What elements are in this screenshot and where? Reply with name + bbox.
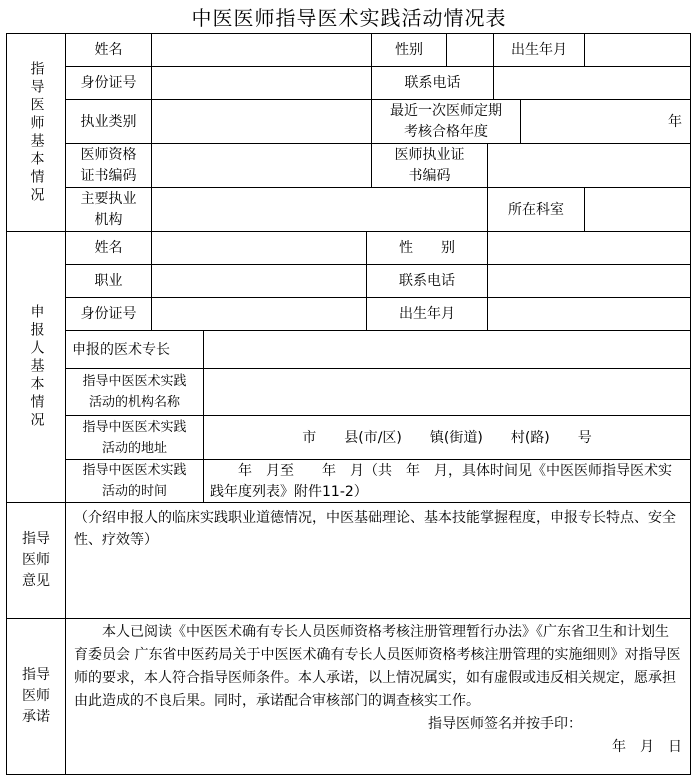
label-practice-org [65, 368, 204, 416]
practice-addr-line2: 活动的地址 [101, 440, 167, 456]
label-org [65, 187, 152, 232]
org-line2: 机构 [94, 211, 123, 228]
field-job[interactable] [151, 264, 367, 298]
label-phone: 联系电话 [371, 66, 494, 100]
label-assessment-year [371, 99, 521, 144]
field-name[interactable] [151, 33, 372, 67]
field-specialty[interactable] [203, 330, 691, 369]
field-dept[interactable] [584, 187, 691, 232]
field-practice-time[interactable]: 年 月至 年 月（共 年 月，具体时间见《中医医师指导医术实践年度列表》附件11-2） [203, 459, 691, 503]
sec2-side-label [6, 231, 66, 503]
label-dept: 所在科室 [487, 187, 585, 232]
label-applicant-id: 身份证号 [65, 297, 152, 331]
label-license [371, 143, 488, 188]
field-cert[interactable] [151, 143, 372, 188]
field-applicant-phone[interactable] [487, 264, 691, 298]
sec1-side-label [6, 33, 66, 232]
license-line2: 书编码 [408, 167, 451, 184]
practice-addr-line1: 指导中医医术实践 [82, 419, 187, 435]
cert-line1: 医师资格 [80, 146, 137, 163]
field-practice-address[interactable]: 市 县(市/区) 镇(街道) 村(路) 号 [203, 415, 691, 460]
sec2-side-text: 申报人基本情况 [28, 304, 45, 430]
sec3-side-line1: 指导 [22, 531, 50, 547]
assess-line1: 最近一次医师定期 [390, 102, 502, 119]
label-gender: 性别 [371, 33, 447, 67]
label-practice-address [65, 415, 204, 460]
license-line1: 医师执业证 [394, 146, 465, 163]
field-org[interactable] [151, 187, 488, 232]
sec3-side-label [6, 502, 66, 619]
label-category: 执业类别 [65, 99, 152, 144]
sec4-side-line2: 医师 [22, 688, 50, 704]
label-applicant-birth: 出生年月 [366, 297, 488, 331]
practice-time-line2: 活动的时间 [101, 484, 167, 499]
label-practice-time [65, 459, 204, 503]
org-line1: 主要执业 [80, 190, 137, 207]
label-job: 职业 [65, 264, 152, 298]
label-specialty: 申报的医术专长 [65, 330, 204, 369]
field-applicant-birth[interactable] [487, 297, 691, 331]
year-suffix: 年 [668, 113, 682, 130]
field-practice-org[interactable] [203, 368, 691, 416]
label-applicant-gender: 性 别 [366, 231, 488, 265]
practice-org-line2: 活动的机构名称 [88, 395, 180, 410]
commitment-cell [65, 618, 691, 775]
field-gender[interactable] [446, 33, 494, 67]
assess-line2: 考核合格年度 [404, 123, 488, 140]
label-birth: 出生年月 [493, 33, 585, 67]
label-applicant-name: 姓名 [65, 231, 152, 265]
field-applicant-gender[interactable] [487, 231, 691, 265]
commitment-text: 本人已阅读《中医医术确有专长人员医师资格考核注册管理暂行办法》《广东省卫生和计划生育委员会 广东省中医药局关于中医医术确有专长人员医师资格考核注册管理的实施细则》对指导医师的要求，本人符合指导医师条件。本人承诺，以上情况属实，如有虚假或违反相关规定，愿承担由此造成的不良后果。同时，承诺配合审核部门的调查核实工作。 [74, 624, 681, 709]
label-name: 姓名 [65, 33, 152, 67]
field-phone[interactable] [493, 66, 691, 100]
sec4-side-label [6, 618, 66, 775]
opinion-hint: （介绍申报人的临床实践职业道德情况，中医基础理论、基本技能掌握程度，申报专长特点、安全性、疗效等） [74, 510, 676, 548]
signature-date[interactable]: 年 月 日 [612, 739, 682, 755]
field-opinion[interactable] [65, 502, 691, 619]
label-cert [65, 143, 152, 188]
practice-time-line1: 指导中医医术实践 [82, 463, 187, 478]
sec4-side-line3: 承诺 [22, 709, 50, 725]
page-title: 中医医师指导医术实践活动情况表 [191, 6, 507, 30]
field-assessment-year[interactable] [520, 99, 691, 144]
field-id[interactable] [151, 66, 372, 100]
sec3-side-line3: 意见 [22, 573, 50, 589]
sec3-side-line2: 医师 [22, 552, 50, 568]
sec1-side-text: 指导医师基本情况 [28, 60, 45, 205]
label-applicant-phone: 联系电话 [366, 264, 488, 298]
field-license[interactable] [487, 143, 691, 188]
practice-org-line1: 指导中医医术实践 [82, 374, 187, 389]
cert-line2: 证书编码 [80, 167, 137, 184]
field-birth[interactable] [584, 33, 691, 67]
sec4-side-line1: 指导 [22, 667, 50, 683]
signature-label[interactable]: 指导医师签名并按手印： [428, 716, 582, 732]
field-category[interactable] [151, 99, 372, 144]
field-applicant-name[interactable] [151, 231, 367, 265]
label-id: 身份证号 [65, 66, 152, 100]
field-applicant-id[interactable] [151, 297, 367, 331]
